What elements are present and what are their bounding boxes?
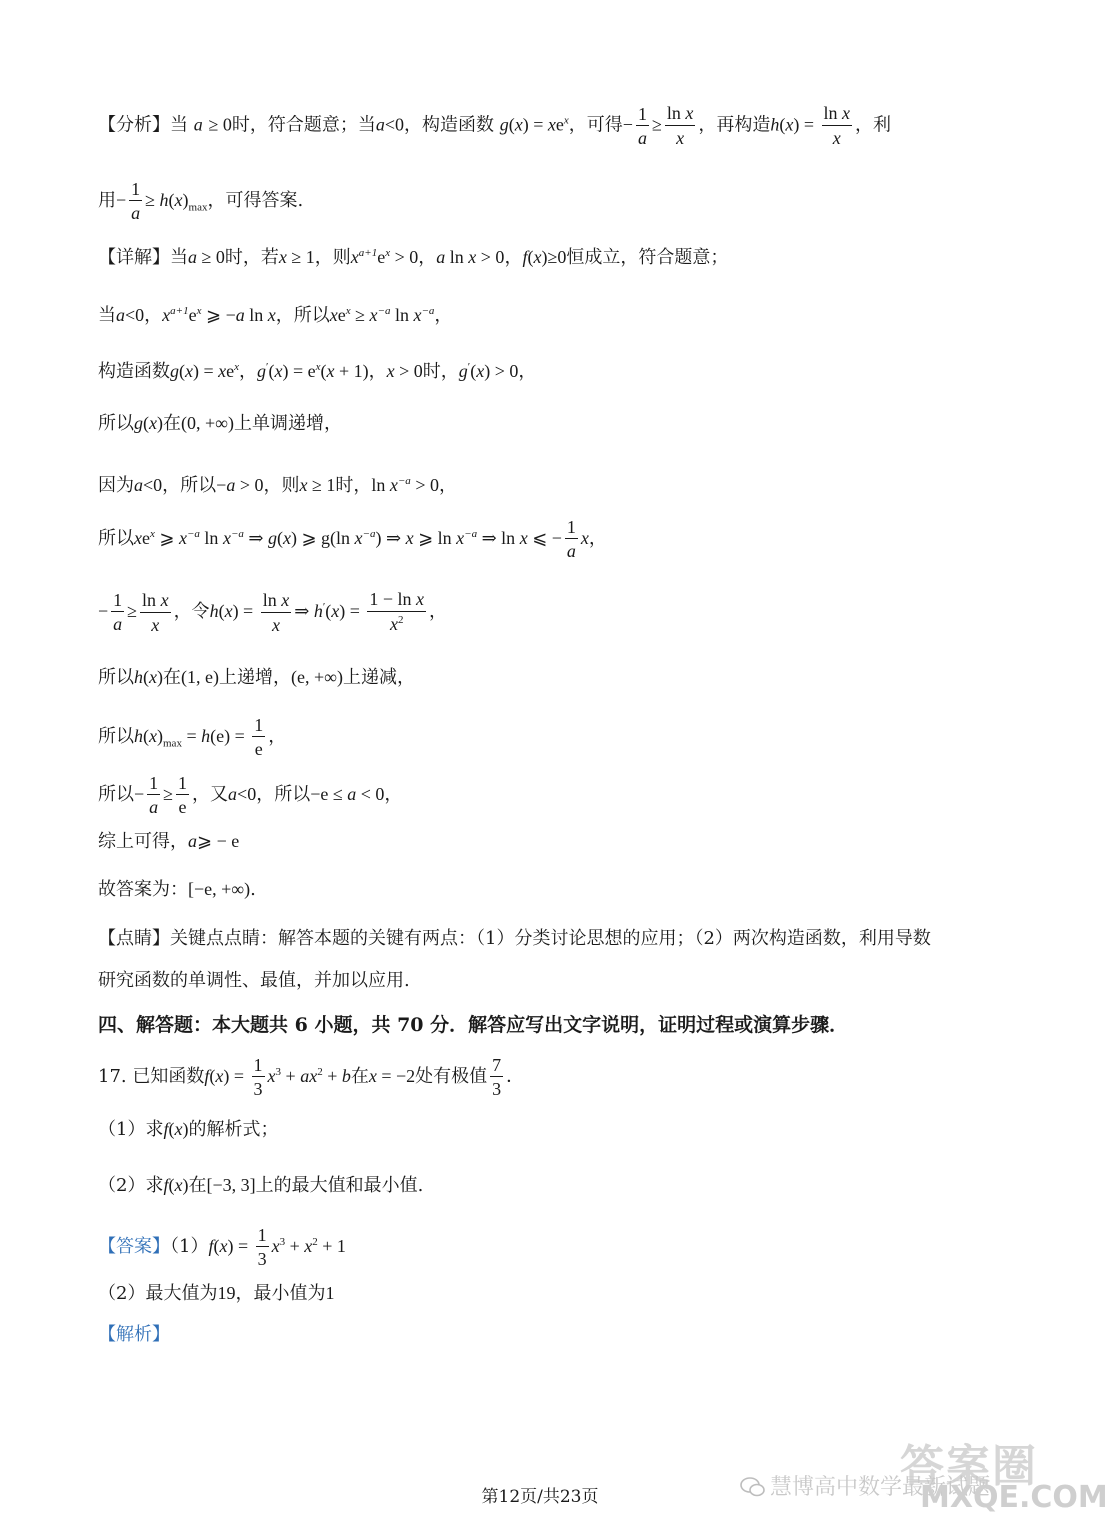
section-heading: 四、解答题：本大题共 6 小题，共 70 分．解答应写出文字说明，证明过程或演算步骤． bbox=[98, 1014, 849, 1036]
answer-line-1: 【答案】（1）f(x) = $\frac{1}{3}$ $x^3 + x^2 + 1$ bbox=[98, 1225, 346, 1269]
detail-line-12: 故答案为：[−e, +∞). bbox=[98, 879, 256, 900]
detail-line-5: 因为a<0，所以−a > 0，则x ≥ 1时，$\ln x^{-a} > 0$， bbox=[98, 475, 457, 496]
detail-line-3: 构造函数$g(x) = xe^x$，$g'(x) = e^x(x + 1)$，x > 0时，g′(x) > 0， bbox=[98, 361, 537, 382]
solution-line bbox=[98, 1320, 1020, 1350]
comment-line-2: 研究函数的单调性、最值，并加以应用. bbox=[98, 970, 410, 991]
detail-line-4: 所以g(x)在(0, +∞)上单调递增， bbox=[98, 413, 342, 434]
watermark-text: 慧博高中数学最新试题 bbox=[770, 1475, 991, 1500]
detail-line-2: 当a<0，$x^{a+1}e^x$ ⩾ −a ln x，所以$xe^x \ge x^{-a}$ $\ln x^{-a}$， bbox=[98, 305, 453, 326]
page-footer: 第12页/共23页 bbox=[481, 1487, 599, 1507]
watermark-logo: 答案圈 bbox=[900, 1441, 1038, 1492]
detail-line-8: 所以h(x)在(1, e)上递增，(e, +∞)上递减， bbox=[98, 667, 415, 688]
watermark-site: MXQE.COM bbox=[920, 1480, 1108, 1515]
comment-line-1: 【点睛】关键点点睛：解答本题的关键有两点：（1）分类讨论思想的应用；（2）两次构造函数，利用导数 bbox=[98, 928, 931, 949]
detail-line-1: 【详解】当a ≥ 0时，若x ≥ 1，则$x^{a+1}e^x > 0$，a ln x > 0，f(x)≥0恒成立，符合题意； bbox=[98, 247, 729, 268]
detail-line-7: − $\frac{1}{a}$ ≥ $\frac{\text{ln x}}{x}$ ，令h(x) = $\frac{\text{ln x}}{x}$ ⇒ h′(x) = $\frac{\text{1 − ln x}}{x^2}$ ， bbox=[98, 589, 448, 635]
detail-line-6: 所以$xe^x$ ⩾ $x^{-a}$ $\ln x^{-a}$ ⇒ g(x) ⩾ g(ln $x^{-a}$) ⇒ x ⩾ $\ln x^{-a}$ ⇒ ln x ⩽ − $\frac{1}{a}$ x， bbox=[98, 517, 607, 561]
detail-line-9: 所以$h(x)_{max} = h(e)$ = $\frac{1}{e}$ ， bbox=[98, 715, 287, 759]
analysis-line-1: 【分析】当 a ≥ 0时，符合题意；当a<0，构造函数 $g(x) = xe^x$，可得− $\frac{1}{a}$ ≥ $\frac{\text{ln x}}{x}$ ，再构造h(x) = $\frac{\text{ln x}}{x}$ ，利 bbox=[98, 103, 892, 148]
detail-line-10: 所以− $\frac{1}{a}$ ≥ $\frac{1}{e}$ ，又a<0，所以−e ≤ a < 0， bbox=[98, 773, 403, 817]
problem-17-stem: 17. 已知函数f(x) = $\frac{1}{3}$ $x^3 + ax^2 + b$在x = −2处有极值 $\frac{7}{3}$ ． bbox=[98, 1055, 525, 1099]
detail-tag: 【详解】 bbox=[98, 247, 170, 268]
analysis-line-2: 用− $\frac{1}{a}$ ≥ $h(x)_{max}$，可得答案. bbox=[98, 179, 304, 223]
answer-line-2: （2）最大值为19，最小值为1 bbox=[98, 1283, 335, 1304]
problem-17-q1: （1）求f(x)的解析式； bbox=[98, 1119, 279, 1140]
solution-tag: 【解析】 bbox=[98, 1324, 170, 1345]
detail-line-11: 综上可得，a⩾ − e bbox=[98, 831, 240, 852]
comment-tag: 【点睛】 bbox=[98, 928, 170, 949]
answer-tag: 【答案】 bbox=[98, 1236, 170, 1257]
problem-17-q2: （2）求f(x)在[−3, 3]上的最大值和最小值. bbox=[98, 1175, 424, 1196]
analysis-tag: 【分析】 bbox=[98, 114, 170, 136]
